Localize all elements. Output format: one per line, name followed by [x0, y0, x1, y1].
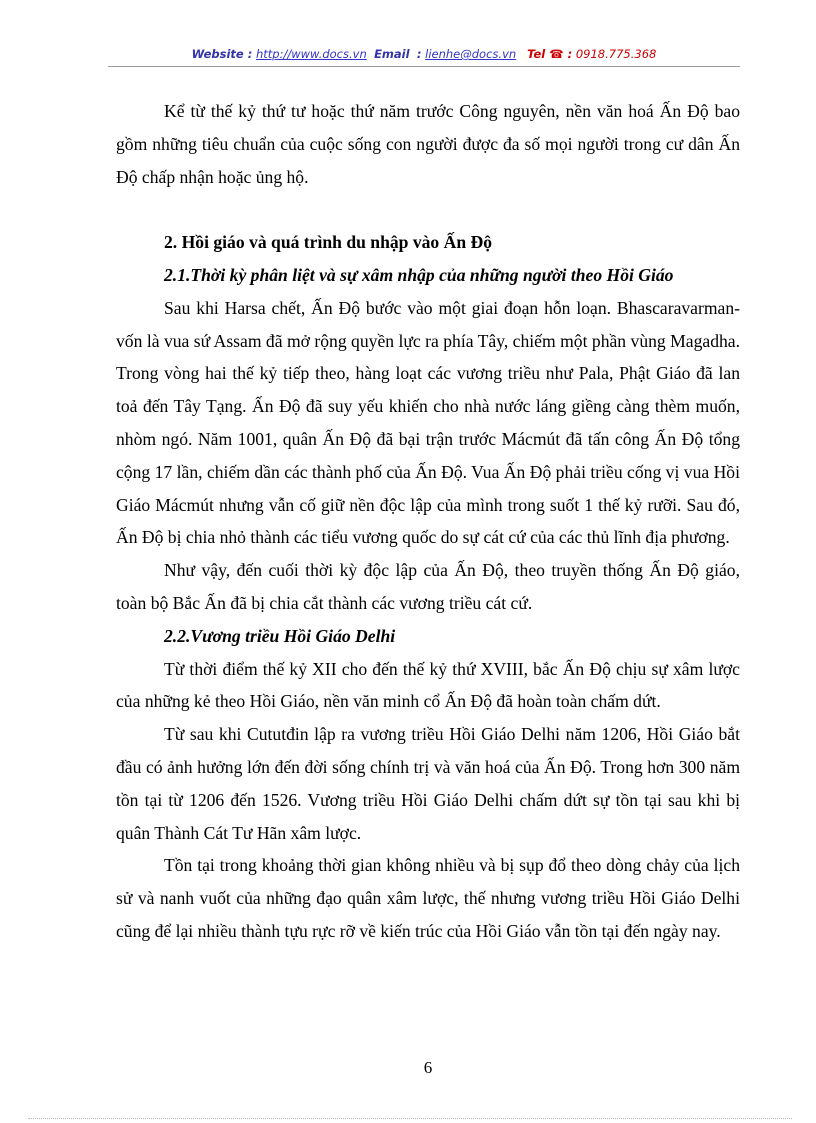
document-body [116, 95, 740, 948]
page-bottom-edge [28, 1118, 792, 1119]
section-2-2-paragraph-2: Từ sau khi Cututđin lập ra vương triều Hồi Giáo Delhi năm 1206, Hồi Giáo bắt đầu có ảnh hưởng lớn đến đời sống chính trị và văn hoá của Ấn Độ. Trong hơn 300 năm tồn tại từ 1206 đến 1526. Vương triều Hồi Giáo Delhi chấm dứt sự tồn tại sau khi bị quân Thành Cát Tư Hãn xâm lược. [116, 724, 740, 843]
section-2-2-paragraph-1: Từ thời điểm thế kỷ XII cho đến thế kỷ thứ XVIII, bắc Ấn Độ chịu sự xâm lược của những kẻ theo Hồi Giáo, nền văn minh cổ Ấn Độ đã hoàn toàn chấm dứt. [116, 658, 740, 712]
tel-value: 0918.775.368 [575, 47, 657, 61]
section-2-1-paragraph-1: Sau khi Harsa chết, Ấn Độ bước vào một giai đoạn hỗn loạn. Bhascaravarman- vốn là vua sứ Assam đã mở rộng quyền lực ra phía Tây, chiếm một phần vùng Magadha. Trong vòng hai thế kỷ tiếp theo, hàng loạt các vương triều như Pala, Phật Giáo đã lan toả đến Tây Tạng. Ấn Độ đã suy yếu khiến cho nhà nước láng giềng càng thèm muốn, nhòm ngó. Năm 1001, quân Ấn Độ đã bại trận trước Mácmút đã tấn công Ấn Độ tổng cộng 17 lần, chiếm dần các thành phố của Ấn Độ. Vua Ấn Độ phải triều cống vị vua Hồi Giáo Mácmút nhưng vẫn cố giữ nền độc lập của mình trong suốt 1 thế kỷ rưỡi. Sau đó, Ấn Độ bị chia nhỏ thành các tiểu vương quốc do sự cát cứ của các thủ lĩnh địa phương. [116, 297, 740, 548]
blank-line [116, 193, 740, 226]
section-2-2-paragraph-3: Tồn tại trong khoảng thời gian không nhiều và bị sụp đổ theo dòng chảy của lịch sử và nanh vuốt của những đạo quân xâm lược, thế nhưng vương triều Hồi Giáo Delhi cũng để lại nhiều thành tựu rực rỡ về kiến trúc của Hồi Giáo vẫn tồn tại đến ngày nay. [116, 855, 740, 941]
page-header [108, 47, 740, 61]
intro-paragraph: Kể từ thế kỷ thứ tư hoặc thứ năm trước Công nguyên, nền văn hoá Ấn Độ bao gồm những tiêu chuẩn của cuộc sống con người được đa số mọi người trong cư dân Ấn Độ chấp nhận hoặc ủng hộ. [116, 101, 740, 187]
website-link[interactable]: http://www.docs.vn [255, 47, 367, 61]
header-divider [108, 66, 740, 67]
section-2-2-heading: 2.2.Vương triều Hồi Giáo Delhi [164, 625, 396, 646]
section-2-1-paragraph-2: Như vậy, đến cuối thời kỳ độc lập của Ấn Độ, theo truyền thống Ấn Độ giáo, toàn bộ Bắc Ấn đã bị chia cắt thành các vương triều cát cứ. [116, 560, 740, 613]
section-2-heading: 2. Hồi giáo và quá trình du nhập vào Ấn Độ [164, 232, 493, 253]
email-separator: : [416, 47, 422, 61]
page-number: 6 [423, 1058, 433, 1077]
section-2-1-heading: 2.1.Thời kỳ phân liệt và sự xâm nhập của những người theo Hồi Giáo [164, 264, 674, 285]
email-link[interactable]: lienhe@docs.vn [425, 47, 517, 61]
tel-label: Tel ☎ : [527, 47, 573, 61]
website-label: Website : [191, 47, 253, 61]
email-label: Email [374, 47, 410, 61]
